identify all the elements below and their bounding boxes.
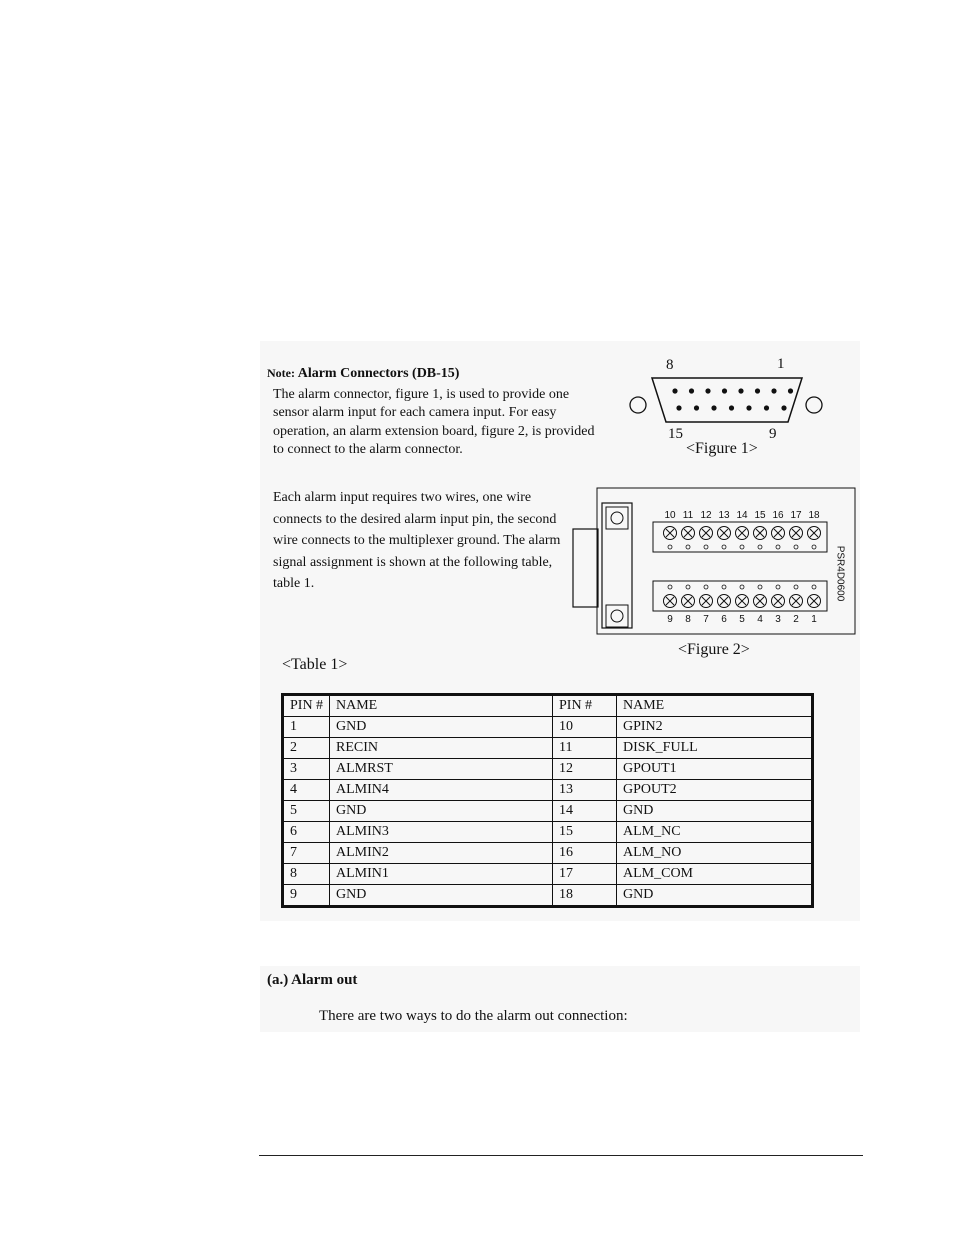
board-hole xyxy=(794,545,798,549)
table-cell: 1 xyxy=(283,717,330,738)
table-cell: 15 xyxy=(553,822,617,843)
screw-terminal xyxy=(700,595,713,608)
screw-terminal xyxy=(754,595,767,608)
table-header-cell: NAME xyxy=(330,695,553,717)
table-row xyxy=(283,801,813,822)
terminal-number: 8 xyxy=(685,614,691,625)
connector-pin xyxy=(672,388,677,393)
table-cell: 6 xyxy=(283,822,330,843)
terminal-number: 12 xyxy=(700,510,712,521)
table-cell: GND xyxy=(330,885,553,907)
terminal-number: 7 xyxy=(703,614,709,625)
screw-terminal xyxy=(718,595,731,608)
connector-pin xyxy=(694,405,699,410)
connector-pin xyxy=(705,388,710,393)
board-hole xyxy=(758,585,762,589)
table-cell: 16 xyxy=(553,843,617,864)
board-hole xyxy=(776,545,780,549)
connector-pin xyxy=(781,405,786,410)
alarm-extension-board-diagram xyxy=(570,487,860,639)
table-row xyxy=(283,738,813,759)
connector-pin xyxy=(676,405,681,410)
board-hole xyxy=(812,585,816,589)
fig1-pin-15-label: 15 xyxy=(668,426,683,442)
section-title: (a.) Alarm out xyxy=(267,972,358,988)
screw-terminal xyxy=(808,527,821,540)
connector-pin xyxy=(788,388,793,393)
table-cell: 3 xyxy=(283,759,330,780)
table-cell: ALMIN4 xyxy=(330,780,553,801)
table-cell: 2 xyxy=(283,738,330,759)
connector-pin xyxy=(738,388,743,393)
board-hole xyxy=(704,585,708,589)
connector-pin xyxy=(764,405,769,410)
db15-connector-diagram xyxy=(622,372,832,432)
table-cell: 8 xyxy=(283,864,330,885)
screw-terminal xyxy=(790,595,803,608)
table-cell: ALMIN1 xyxy=(330,864,553,885)
table-cell: 11 xyxy=(553,738,617,759)
fig1-pin-8-label: 8 xyxy=(666,357,674,373)
board-hole xyxy=(704,545,708,549)
screw-terminal xyxy=(664,527,677,540)
table-cell: GPOUT1 xyxy=(617,759,813,780)
note-label: Note: xyxy=(267,366,295,380)
table-cell: 4 xyxy=(283,780,330,801)
connector-pin xyxy=(729,405,734,410)
screw-terminal xyxy=(772,527,785,540)
table-row xyxy=(283,843,813,864)
fig1-pin-1-label: 1 xyxy=(777,356,785,372)
terminal-number: 16 xyxy=(772,510,784,521)
fig1-pin-9-label: 9 xyxy=(769,426,777,442)
table-cell: GPOUT2 xyxy=(617,780,813,801)
terminal-number: 4 xyxy=(757,614,763,625)
table-cell: ALMIN2 xyxy=(330,843,553,864)
footer-rule xyxy=(259,1155,863,1156)
table-cell: DISK_FULL xyxy=(617,738,813,759)
screw-terminal xyxy=(736,527,749,540)
screw-terminal xyxy=(790,527,803,540)
table-cell: 7 xyxy=(283,843,330,864)
table-cell: 10 xyxy=(553,717,617,738)
board-hole xyxy=(740,545,744,549)
table-row xyxy=(283,717,813,738)
terminal-number: 1 xyxy=(811,614,817,625)
table-row xyxy=(283,780,813,801)
board-hole xyxy=(686,545,690,549)
terminal-number: 5 xyxy=(739,614,745,625)
table-header-row xyxy=(283,695,813,717)
figure-2-caption: <Figure 2> xyxy=(678,641,750,658)
table-cell: 5 xyxy=(283,801,330,822)
terminal-number: 15 xyxy=(754,510,766,521)
terminal-number: 14 xyxy=(736,510,748,521)
table-cell: ALMRST xyxy=(330,759,553,780)
table-cell: 14 xyxy=(553,801,617,822)
table-cell: GND xyxy=(617,885,813,907)
table-cell: ALMIN3 xyxy=(330,822,553,843)
table-cell: GPIN2 xyxy=(617,717,813,738)
screw-terminal xyxy=(664,595,677,608)
board-hole xyxy=(668,585,672,589)
table-header-cell: PIN # xyxy=(553,695,617,717)
board-hole xyxy=(722,585,726,589)
connector-pin xyxy=(722,388,727,393)
screw-terminal xyxy=(754,527,767,540)
terminal-number: 6 xyxy=(721,614,727,625)
terminal-number: 18 xyxy=(808,510,820,521)
screw-terminal xyxy=(700,527,713,540)
table-cell: 17 xyxy=(553,864,617,885)
screw-terminal xyxy=(682,595,695,608)
table-row xyxy=(283,885,813,907)
screw-terminal xyxy=(808,595,821,608)
screw-terminal xyxy=(718,527,731,540)
board-hole xyxy=(740,585,744,589)
table-cell: 12 xyxy=(553,759,617,780)
board-hole xyxy=(794,585,798,589)
board-hole xyxy=(758,545,762,549)
figure-1-caption: <Figure 1> xyxy=(686,440,758,457)
board-hole xyxy=(686,585,690,589)
board-code-label: PSR4D0600 xyxy=(834,545,846,602)
connector-pin xyxy=(771,388,776,393)
connector-pin xyxy=(755,388,760,393)
table-cell: 9 xyxy=(283,885,330,907)
table-header-cell: PIN # xyxy=(283,695,330,717)
connector-pin xyxy=(711,405,716,410)
table-row xyxy=(283,822,813,843)
screw-terminal xyxy=(682,527,695,540)
note-paragraph-1: The alarm connector, figure 1, is used to provide one sensor alarm input for each camera input. For easy operation, an alarm extension board, figure 2, is provided to connect to the alarm connector. xyxy=(273,387,595,458)
table-cell: ALM_NC xyxy=(617,822,813,843)
note-title xyxy=(267,366,459,382)
table-cell: 13 xyxy=(553,780,617,801)
note-heading: Alarm Connectors (DB-15) xyxy=(297,366,460,381)
table-cell: GND xyxy=(330,801,553,822)
screw-terminal xyxy=(736,595,749,608)
table-cell: 18 xyxy=(553,885,617,907)
terminal-number: 3 xyxy=(775,614,781,625)
section-body: There are two ways to do the alarm out connection: xyxy=(319,1008,628,1024)
table-cell: ALM_COM xyxy=(617,864,813,885)
table-1-caption: <Table 1> xyxy=(282,656,348,673)
terminal-number: 11 xyxy=(682,510,694,521)
table-row xyxy=(283,864,813,885)
table-row xyxy=(283,759,813,780)
board-hole xyxy=(776,585,780,589)
table-cell: RECIN xyxy=(330,738,553,759)
note-paragraph-2: Each alarm input requires two wires, one wire connects to the desired alarm input pin, the second wire connects to the multiplexer ground. The alarm signal assignment is shown at the following table, table 1. xyxy=(273,490,561,591)
terminal-number: 2 xyxy=(793,614,799,625)
terminal-number: 10 xyxy=(664,510,676,521)
terminal-number: 13 xyxy=(718,510,730,521)
table-cell: ALM_NO xyxy=(617,843,813,864)
board-hole xyxy=(722,545,726,549)
board-hole xyxy=(812,545,816,549)
board-hole xyxy=(668,545,672,549)
connector-pin xyxy=(746,405,751,410)
table-header-cell: NAME xyxy=(617,695,813,717)
terminal-number: 9 xyxy=(667,614,673,625)
screw-terminal xyxy=(772,595,785,608)
table-cell: GND xyxy=(617,801,813,822)
pin-assignment-table xyxy=(281,693,814,908)
table-cell: GND xyxy=(330,717,553,738)
connector-pin xyxy=(689,388,694,393)
terminal-number: 17 xyxy=(790,510,802,521)
